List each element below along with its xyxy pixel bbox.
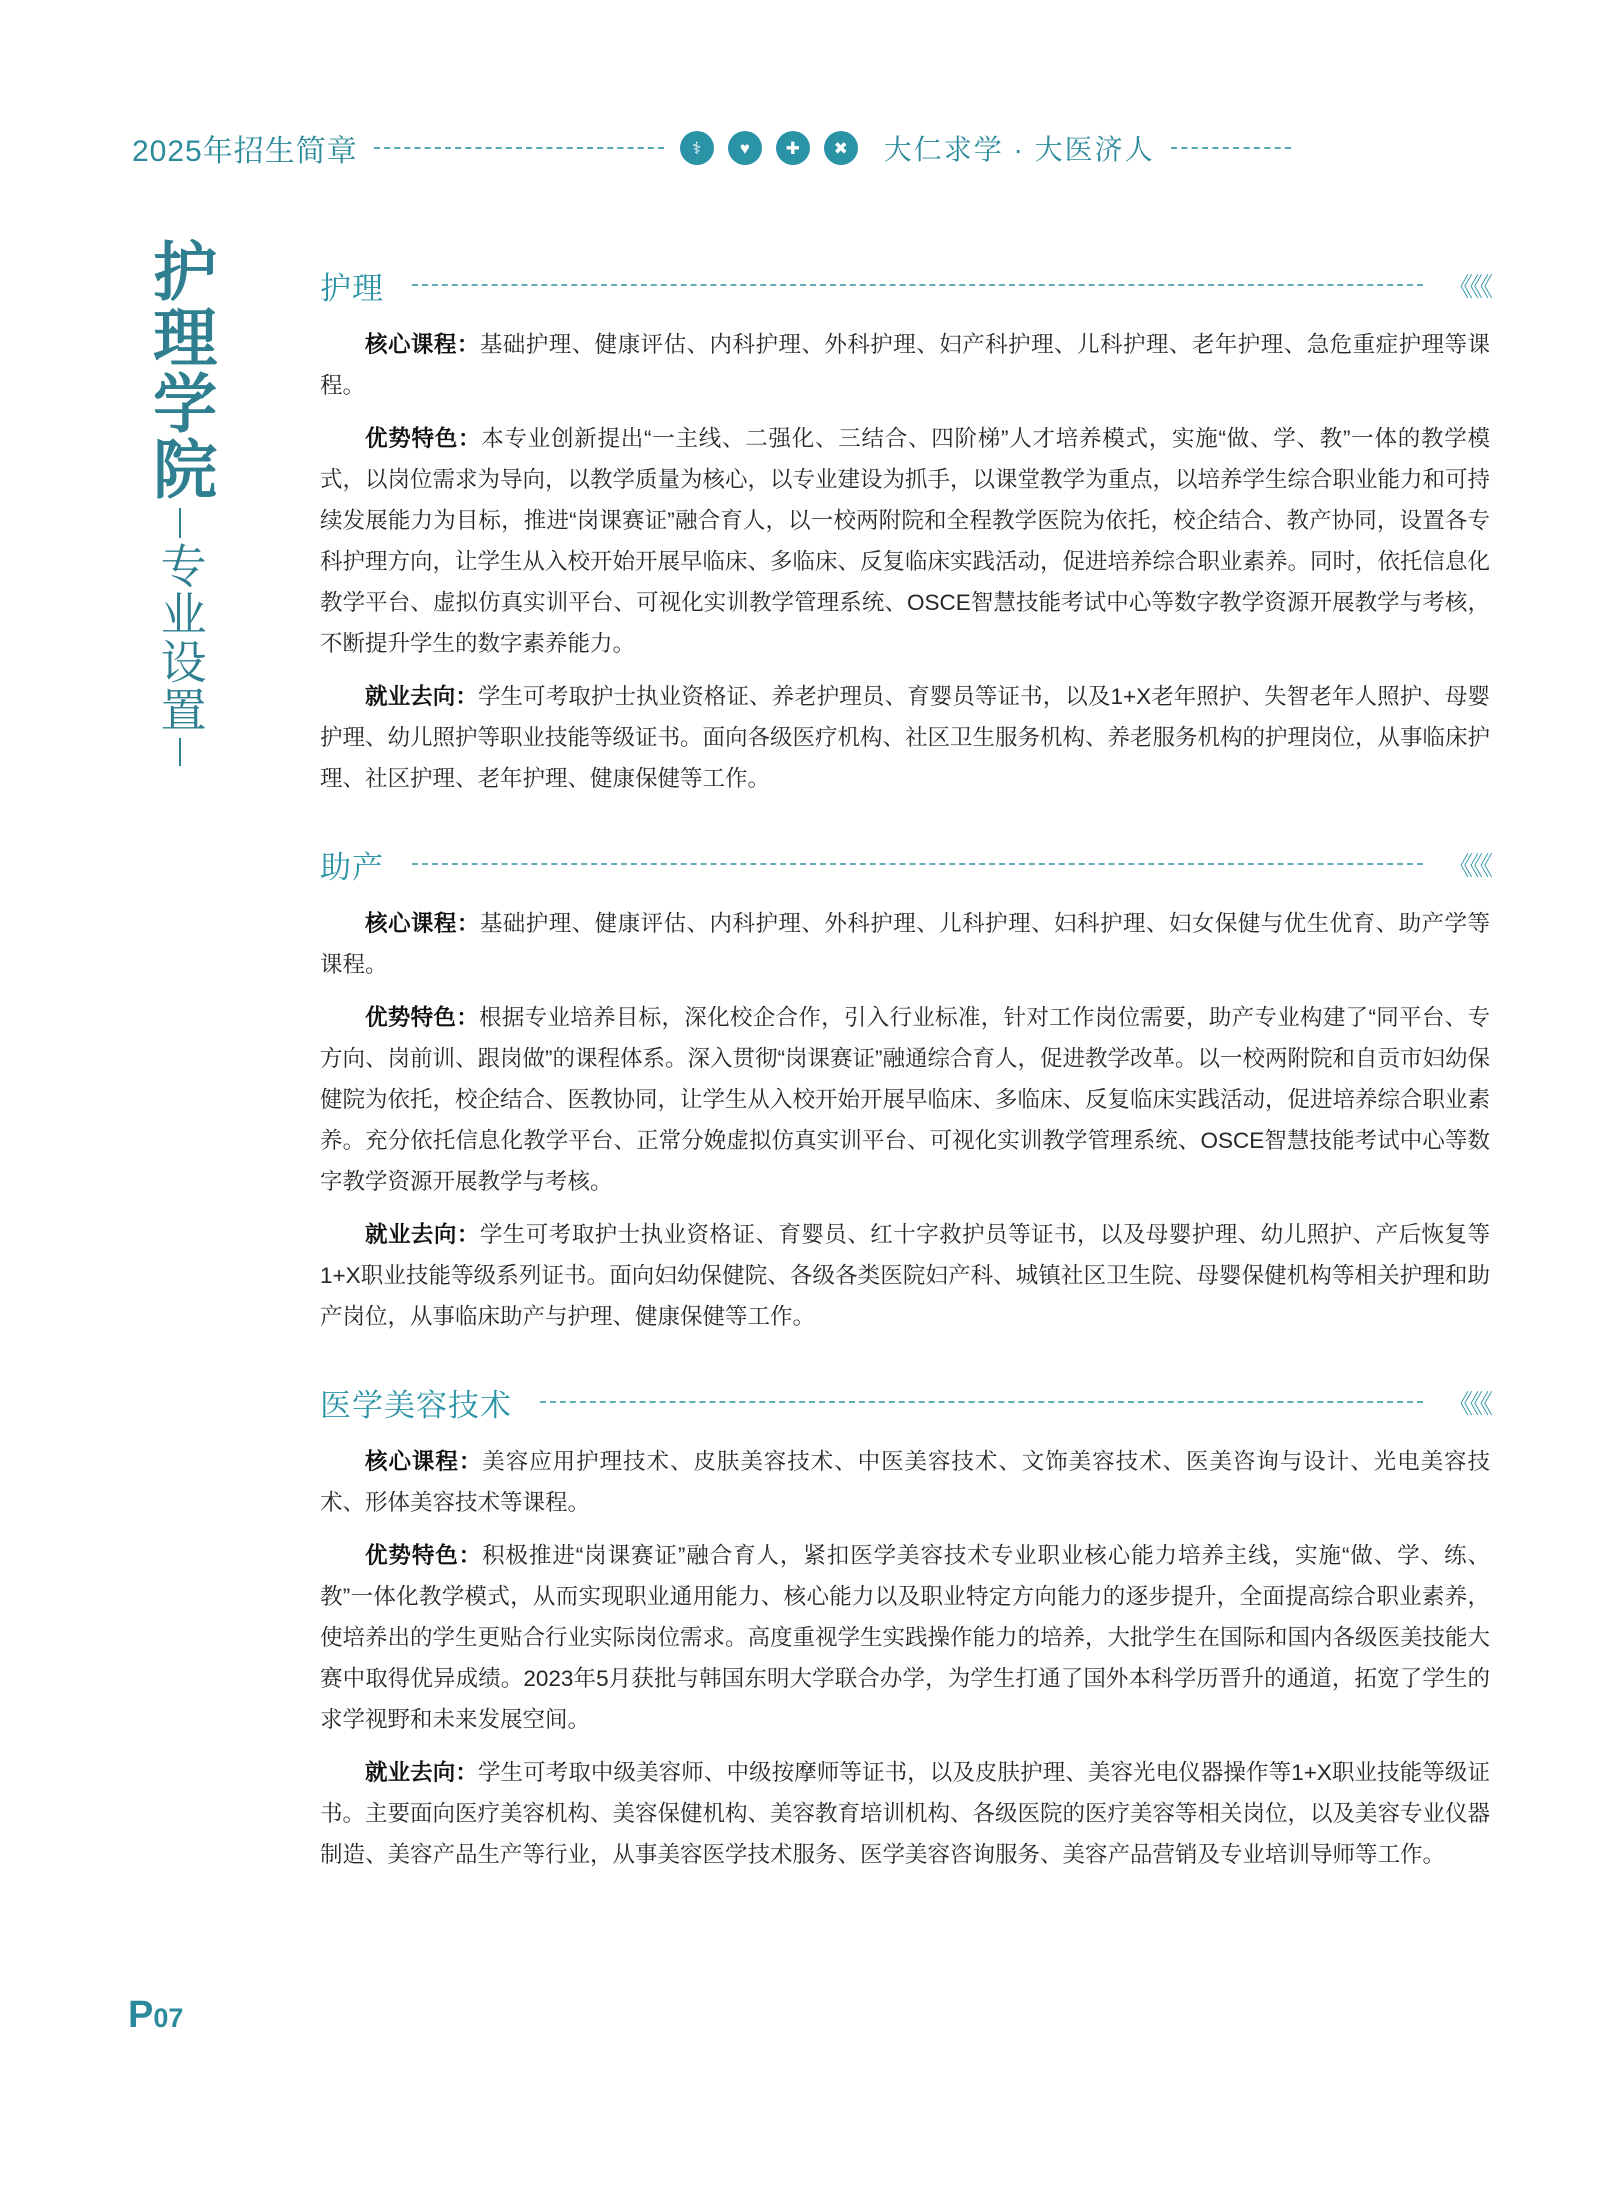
major-core-courses (320, 324, 1490, 406)
page-number-prefix: P (128, 1994, 154, 2036)
major-title: 护理 (320, 270, 384, 306)
major-career (320, 676, 1490, 799)
career-label: 就业去向： (365, 1760, 478, 1785)
features-label: 优势特色： (365, 1005, 480, 1030)
major-section-nursing (320, 262, 1490, 799)
chevron-left-icon: 《《《 (1446, 1388, 1490, 1419)
core-courses-label: 核心课程： (365, 332, 480, 357)
sidebar-title-sub: 专业设置 (154, 542, 207, 734)
stethoscope-icon: ⚕ (680, 131, 714, 165)
page-number-value: 07 (153, 2003, 184, 2033)
pill-icon: ✚ (776, 131, 810, 165)
core-courses-label: 核心课程： (365, 1449, 483, 1474)
microscope-icon: ✖ (824, 131, 858, 165)
major-heading (320, 1379, 1490, 1425)
major-features (320, 418, 1490, 664)
major-divider (540, 1401, 1423, 1404)
major-divider (412, 863, 1423, 866)
major-career (320, 1752, 1490, 1875)
career-text: 学生可考取中级美容师、中级按摩师等证书，以及皮肤护理、美容光电仪器操作等1+X职业技能等级证书。主要面向医疗美容机构、美容保健机构、美容教育培训机构、各级医院的医疗美容等相关岗位，以及美容专业仪器制造、美容产品生产等行业，从事美容医学技术服务、医学美容咨询服务、美容产品营销及专业培训导师等工作。 (320, 1760, 1491, 1867)
features-text: 本专业创新提出“一主线、二强化、三结合、四阶梯”人才培养模式，实施“做、学、教”一体的教学模式，以岗位需求为导向，以教学质量为核心，以专业建设为抓手，以课堂教学为重点，以培养学生综合职业能力和可持续发展能力为目标，推进“岗课赛证”融合育人，以一校两附院和全程教学医院为依托，校企结合、教产协同，设置各专科护理方向，让学生从入校开始开展早临床、多临床、反复临床实践活动，促进培养综合职业素养。同时，依托信息化教学平台、虚拟仿真实训平台、可视化实训教学管理系统、OSCE智慧技能考试中心等数字教学资源开展教学与考核，不断提升学生的数字素养能力。 (320, 426, 1491, 656)
major-heading (320, 262, 1490, 308)
major-divider (412, 284, 1423, 287)
major-heading (320, 841, 1490, 887)
heart-care-icon: ♥ (728, 131, 762, 165)
features-label: 优势特色： (365, 1543, 483, 1568)
career-label: 就业去向： (365, 684, 478, 709)
header-divider-right (1171, 147, 1291, 150)
page-number (128, 1994, 183, 2037)
header-title: 2025年招生简章 (132, 135, 358, 168)
chevron-left-icon: 《《《 (1446, 850, 1490, 881)
core-courses-text: 基础护理、健康评估、内科护理、外科护理、儿科护理、妇科护理、妇女保健与优生优育、助产学等课程。 (320, 911, 1490, 977)
career-text: 学生可考取护士执业资格证、养老护理员、育婴员等证书，以及1+X老年照护、失智老年人照护、母婴护理、幼儿照护等职业技能等级证书。面向各级医疗机构、社区卫生服务机构、养老服务机构的护理岗位，从事临床护理、社区护理、老年护理、健康保健等工作。 (320, 684, 1491, 791)
major-core-courses (320, 903, 1490, 985)
page-header (0, 128, 1600, 168)
career-text: 学生可考取护士执业资格证、育婴员、红十字救护员等证书，以及母婴护理、幼儿照护、产后恢复等1+X职业技能等级系列证书。面向妇幼保健院、各级各类医院妇产科、城镇社区卫生院、母婴保健机构等相关护理和助产岗位，从事临床助产与护理、健康保健等工作。 (320, 1222, 1490, 1329)
sidebar-title-main: 护理学院 (144, 238, 217, 502)
sidebar-vertical-title (120, 238, 240, 766)
features-text: 积极推进“岗课赛证”融合育人，紧扣医学美容技术专业职业核心能力培养主线，实施“做、学、练、教”一体化教学模式，从而实现职业通用能力、核心能力以及职业特定方向能力的逐步提升，全面提高综合职业素养，使培养出的学生更贴合行业实际岗位需求。高度重视学生实践操作能力的培养，大批学生在国际和国内各级医美技能大赛中取得优异成绩。2023年5月获批与韩国东明大学联合办学，为学生打通了国外本科学历晋升的通道，拓宽了学生的求学视野和未来发展空间。 (320, 1543, 1491, 1732)
career-label: 就业去向： (365, 1222, 480, 1247)
major-features (320, 997, 1490, 1202)
major-career (320, 1214, 1490, 1337)
major-list (320, 262, 1490, 1917)
sidebar-title-divider (179, 508, 181, 538)
core-courses-text: 美容应用护理技术、皮肤美容技术、中医美容技术、文饰美容技术、医美咨询与设计、光电美容技术、形体美容技术等课程。 (320, 1449, 1490, 1515)
core-courses-text: 基础护理、健康评估、内科护理、外科护理、妇产科护理、儿科护理、老年护理、急危重症护理等课程。 (320, 332, 1490, 398)
sidebar-title-divider-bottom (179, 738, 181, 766)
major-title: 助产 (320, 849, 384, 885)
major-section-midwifery (320, 841, 1490, 1337)
header-icon-group (680, 131, 858, 165)
chevron-left-icon: 《《《 (1446, 271, 1490, 302)
major-core-courses (320, 1441, 1490, 1523)
header-divider-left (374, 147, 664, 150)
header-slogan: 大仁求学 · 大医济人 (883, 134, 1155, 165)
major-features (320, 1535, 1490, 1740)
major-title: 医学美容技术 (320, 1387, 512, 1423)
features-label: 优势特色： (365, 426, 482, 451)
features-text: 根据专业培养目标，深化校企合作，引入行业标准，针对工作岗位需要，助产专业构建了“同平台、专方向、岗前训、跟岗做”的课程体系。深入贯彻“岗课赛证”融通综合育人，促进教学改革。以一校两附院和自贡市妇幼保健院为依托，校企结合、医教协同，让学生从入校开始开展早临床、多临床、反复临床实践活动，促进培养综合职业素养。充分依托信息化教学平台、正常分娩虚拟仿真实训平台、可视化实训教学管理系统、OSCE智慧技能考试中心等数字教学资源开展教学与考核。 (320, 1005, 1491, 1194)
major-section-medical-cosmetology (320, 1379, 1490, 1875)
core-courses-label: 核心课程： (365, 911, 480, 936)
